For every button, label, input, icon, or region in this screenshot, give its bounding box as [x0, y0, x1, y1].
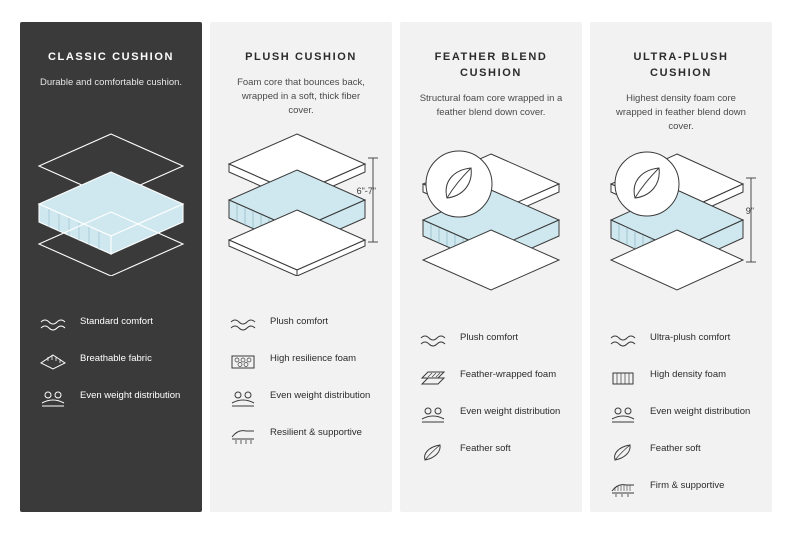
feature-item — [226, 350, 376, 374]
card-title: PLUSH CUSHION — [245, 51, 357, 63]
cushion-illustration — [34, 126, 188, 301]
cushion-illustration — [414, 142, 568, 317]
feature-label: Feather-wrapped foam — [460, 368, 557, 380]
even-weight-icon — [226, 387, 260, 411]
feature-label: High density foam — [650, 368, 727, 380]
feature-item — [226, 313, 376, 337]
feature-label: Even weight distribution — [270, 389, 371, 401]
feature-label: Standard comfort — [80, 315, 153, 327]
feature-item — [416, 403, 566, 427]
cushion-illustration — [604, 142, 758, 317]
cushion-layers-graphic — [601, 142, 761, 292]
card-description: Structural foam core wrapped in a feather blend down cover. — [419, 92, 563, 119]
feature-item — [226, 387, 376, 411]
feature-list — [604, 329, 758, 501]
wave-comfort-icon — [606, 329, 640, 353]
dimension-label: 6"-7" — [356, 185, 376, 196]
feature-item — [416, 440, 566, 464]
feature-item — [226, 424, 376, 448]
feature-list — [224, 313, 378, 448]
leaf-badge-icon — [615, 152, 679, 216]
feature-label: Ultra-plush comfort — [650, 331, 731, 343]
feature-item — [36, 387, 186, 411]
card-ultra-plush-cushion[interactable] — [590, 22, 772, 512]
feature-item — [36, 350, 186, 374]
cushion-layers-graphic — [411, 142, 571, 292]
cushion-layers-graphic — [31, 126, 191, 276]
breathable-fabric-icon — [36, 350, 70, 374]
cushion-layers-graphic — [221, 126, 381, 276]
feature-label: Even weight distribution — [460, 405, 561, 417]
firm-supportive-icon — [606, 477, 640, 501]
feather-soft-icon — [606, 440, 640, 464]
card-description: Durable and comfortable cushion. — [39, 76, 183, 88]
feature-item — [606, 366, 756, 390]
feature-item — [606, 440, 756, 464]
feature-label: Resilient & supportive — [270, 426, 362, 438]
even-weight-icon — [36, 387, 70, 411]
feature-item — [416, 329, 566, 353]
feature-label: Plush comfort — [270, 315, 329, 327]
wave-comfort-icon — [36, 313, 70, 337]
feature-label: High resilience foam — [270, 352, 357, 364]
even-weight-icon — [416, 403, 450, 427]
high-density-foam-icon — [606, 366, 640, 390]
resilient-support-icon — [226, 424, 260, 448]
wave-comfort-icon — [416, 329, 450, 353]
even-weight-icon — [606, 403, 640, 427]
feature-label: Breathable fabric — [80, 352, 152, 364]
card-description: Foam core that bounces back, wrapped in a soft, thick fiber cover. — [237, 76, 365, 117]
feature-list — [414, 329, 568, 464]
card-classic-cushion[interactable] — [20, 22, 202, 512]
card-title: ULTRA-PLUSH CUSHION — [633, 51, 729, 79]
feather-soft-icon — [416, 440, 450, 464]
feature-item — [36, 313, 186, 337]
card-description: Highest density foam core wrapped in feather blend down cover. — [616, 92, 746, 133]
feature-item — [416, 366, 566, 390]
feature-item — [606, 477, 756, 501]
leaf-badge-icon — [426, 151, 492, 217]
feature-label: Feather soft — [460, 442, 511, 454]
feature-item — [606, 403, 756, 427]
feature-label: Plush comfort — [460, 331, 519, 343]
card-title: FEATHER BLEND CUSHION — [434, 51, 548, 79]
feature-label: Even weight distribution — [650, 405, 751, 417]
cushion-illustration — [224, 126, 378, 301]
card-title: CLASSIC CUSHION — [47, 51, 175, 63]
card-plush-cushion[interactable] — [210, 22, 392, 512]
feature-label: Even weight distribution — [80, 389, 181, 401]
feature-label: Firm & supportive — [650, 479, 725, 491]
feature-list — [34, 313, 188, 411]
wave-comfort-icon — [226, 313, 260, 337]
feather-wrapped-foam-icon — [416, 366, 450, 390]
card-feather-blend-cushion[interactable] — [400, 22, 582, 512]
feature-label: Feather soft — [650, 442, 701, 454]
high-resilience-foam-icon — [226, 350, 260, 374]
dimension-label: 9" — [745, 205, 754, 216]
feature-item — [606, 329, 756, 353]
